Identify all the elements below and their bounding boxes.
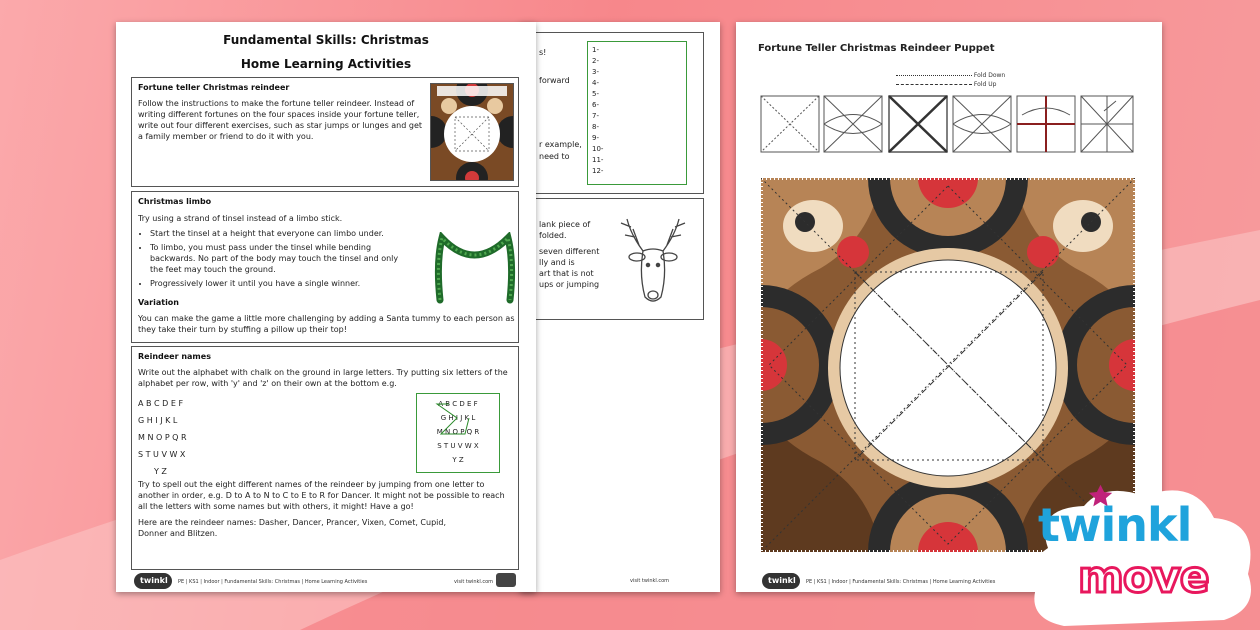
middle-footer-url: visit twinkl.com bbox=[630, 578, 670, 584]
middle-page bbox=[520, 22, 720, 592]
number-line: 11- bbox=[592, 156, 604, 164]
limbo-bullet: • Start the tinsel at a height that everyone can limbo under. bbox=[150, 228, 400, 239]
number-line: 9- bbox=[592, 134, 599, 142]
limbo-bullets bbox=[138, 228, 400, 292]
grid-row: A B C D E F bbox=[438, 400, 478, 408]
alphabet-grid-image bbox=[416, 393, 500, 473]
right-footer-text: PE | KS1 | Indoor | Fundamental Skills: Christmas | Home Learning Activities bbox=[806, 579, 996, 585]
reindeer-para3: Here are the reindeer names: Dasher, Dancer, Prancer, Vixen, Comet, Cupid, Donner and Blitzen. bbox=[138, 518, 446, 538]
number-line: 6- bbox=[592, 101, 599, 109]
number-line: 10- bbox=[592, 145, 604, 153]
middle-reindeer-box bbox=[530, 198, 704, 320]
number-line: 12- bbox=[592, 167, 604, 175]
logo-twinkl-text: twinkl bbox=[1038, 498, 1192, 552]
footer-badge-icon bbox=[496, 573, 516, 587]
number-line: 8- bbox=[592, 123, 599, 131]
reindeer-intro: Write out the alphabet with chalk on the ground in large letters. Try putting six letters of the alphabet per row, with 'y' and 'z' on their own at the bottom e.g. bbox=[138, 368, 508, 388]
alphabet-row: Y Z bbox=[154, 467, 167, 476]
fold-down-label: Fold Down bbox=[973, 72, 1006, 79]
left-title-1: Fundamental Skills: Christmas bbox=[223, 33, 429, 47]
variation-body: You can make the game a little more challenging by adding a Santa tummy to each person as they take their turn by stuffing a pillow up their top! bbox=[138, 314, 515, 334]
number-line: 3- bbox=[592, 68, 599, 76]
middle-numbers-box bbox=[530, 32, 704, 194]
grid-row: S T U V W X bbox=[437, 442, 479, 450]
fold-legend bbox=[896, 71, 1005, 89]
fortune-teller-thumbnail bbox=[430, 83, 514, 181]
snip-5: lank piece of bbox=[539, 220, 591, 229]
snip-10: ups or jumping bbox=[539, 280, 600, 289]
alphabet-row: A B C D E F bbox=[138, 399, 184, 408]
reindeer-head-icon bbox=[617, 205, 689, 311]
left-page bbox=[116, 22, 536, 592]
fortune-section bbox=[131, 77, 519, 187]
reindeer-para2: Try to spell out the eight different names of the reindeer by jumping from one letter to another in order, e.g. D to A to N to C to E to R for Dancer. It might not be possible to reach all the letters with some names but with others, it might! Have a go! bbox=[138, 480, 505, 511]
alphabet-row: S T U V W X bbox=[138, 450, 186, 459]
snip-1: s! bbox=[539, 48, 547, 57]
left-title-2: Home Learning Activities bbox=[240, 57, 412, 71]
limbo-section bbox=[131, 191, 519, 343]
small-twinkl-logo bbox=[134, 573, 172, 589]
reindeer-heading: Reindeer names bbox=[138, 352, 211, 361]
jump-path-arrows bbox=[417, 394, 499, 472]
alphabet-rows bbox=[138, 395, 187, 480]
limbo-intro: Try using a strand of tinsel instead of a limbo stick. bbox=[138, 214, 343, 223]
limbo-bullet: • To limbo, you must pass under the tinsel while bending backwards. No part of the body may touch the tinsel and only the feet may touch the ground. bbox=[150, 242, 400, 275]
snip-3: r example, bbox=[539, 140, 582, 149]
alphabet-row: G H I J K L bbox=[138, 416, 178, 425]
limbo-bullet: • Progressively lower it until you have a single winner. bbox=[150, 278, 400, 289]
snip-7: seven different bbox=[539, 247, 600, 256]
snip-8: lly and is bbox=[539, 258, 575, 267]
snip-6: folded. bbox=[539, 231, 567, 240]
left-footer-url: visit twinkl.com bbox=[454, 579, 494, 585]
right-small-logo-text: twinkl bbox=[768, 576, 796, 585]
grid-row: G H I J K L bbox=[440, 414, 476, 422]
fortune-body: Follow the instructions to make the fortune teller reindeer. Instead of writing different fortunes on the four spaces inside your fortune teller, write out four different exercises, such as star jumps or lunges and get a family member or friend to do it with you. bbox=[138, 99, 423, 141]
right-small-twinkl-logo bbox=[762, 573, 800, 589]
number-line: 1- bbox=[592, 46, 599, 54]
grid-row: Y Z bbox=[452, 456, 464, 464]
snip-9: art that is not bbox=[539, 269, 594, 278]
limbo-heading: Christmas limbo bbox=[138, 197, 212, 206]
number-line: 5- bbox=[592, 90, 599, 98]
snip-4: need to bbox=[539, 152, 570, 161]
number-line: 2- bbox=[592, 57, 599, 65]
variation-heading: Variation bbox=[138, 298, 179, 307]
grid-row: M N O P Q R bbox=[436, 428, 480, 436]
snip-2: forward bbox=[539, 76, 570, 85]
numbers-list-box bbox=[587, 41, 687, 185]
fortune-heading: Fortune teller Christmas reindeer bbox=[138, 83, 290, 92]
fold-up-label: Fold Up bbox=[973, 81, 997, 88]
left-footer-text: PE | KS1 | Indoor | Fundamental Skills: Christmas | Home Learning Activities bbox=[178, 579, 368, 585]
number-line: 7- bbox=[592, 112, 599, 120]
tinsel-icon bbox=[430, 232, 520, 304]
logo-move-text: move bbox=[1078, 552, 1209, 603]
right-title: Fortune Teller Christmas Reindeer Puppet bbox=[758, 43, 995, 54]
twinkl-move-logo bbox=[1024, 478, 1260, 630]
alphabet-row: M N O P Q R bbox=[138, 433, 187, 442]
reindeer-names-section bbox=[131, 346, 519, 570]
number-line: 4- bbox=[592, 79, 599, 87]
folding-steps-diagram bbox=[760, 95, 1134, 153]
small-logo-text: twinkl bbox=[140, 576, 168, 585]
